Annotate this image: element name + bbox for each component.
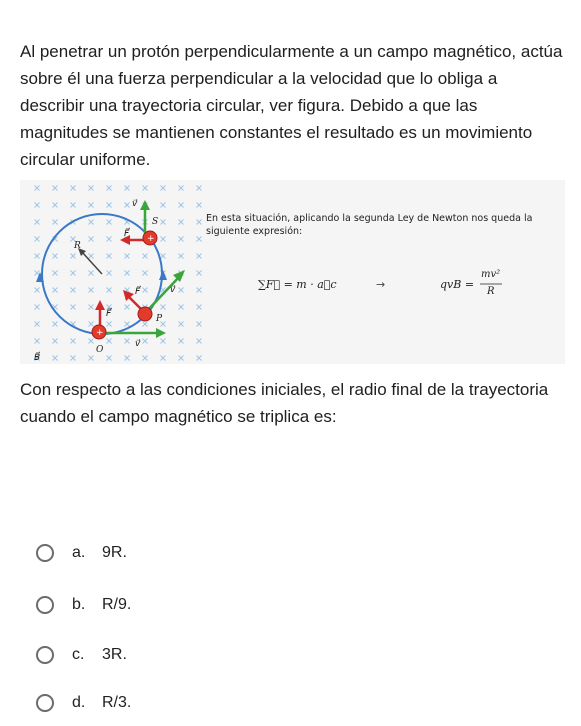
option-d[interactable] <box>36 688 131 718</box>
label-R: R <box>74 241 81 251</box>
svg-text:+: + <box>96 328 104 338</box>
equation-newton: ∑F⃗ = m · a⃗c <box>258 278 337 291</box>
label-v-top: v⃗ <box>132 199 138 209</box>
label-F-top: F⃗ <box>124 229 130 239</box>
option-c[interactable] <box>36 640 127 670</box>
label-P: P <box>156 314 163 324</box>
option-text: 3R. <box>102 646 127 663</box>
option-letter: b. <box>72 596 86 613</box>
question-card <box>2 4 579 726</box>
label-B: B⃗ <box>34 353 41 363</box>
radio-button[interactable] <box>36 544 54 562</box>
label-O: O <box>96 345 104 355</box>
option-text: R/9. <box>102 596 132 613</box>
label-v-mid: v⃗ <box>170 285 176 295</box>
label-F-mid: F⃗ <box>135 287 141 297</box>
equation-denominator: R <box>487 286 495 297</box>
intro-text: Al penetrar un protón perpendicularmente a un campo magnético, actúa sobre él una fuerza perpendicular a la velocidad que lo obliga a describir una trayectoria circular, ver figura. Debido a que las magnitudes se mantienen constantes el resultado es un movimiento circular uniforme. <box>20 42 563 169</box>
proton-mid <box>138 307 152 321</box>
equation-arrow: → <box>376 278 386 291</box>
label-F-bottom: F⃗ <box>106 309 112 319</box>
option-letter: d. <box>72 694 86 711</box>
radio-button[interactable] <box>36 596 54 614</box>
label-v-bottom: v⃗ <box>135 339 141 349</box>
radio-button[interactable] <box>36 694 54 712</box>
option-a[interactable] <box>36 538 127 568</box>
option-b[interactable] <box>36 590 131 620</box>
option-text: R/3. <box>102 694 132 711</box>
equation-lhs: qvB = <box>440 278 475 291</box>
radio-button[interactable] <box>36 646 54 664</box>
equation-numerator: mv² <box>481 269 501 280</box>
question-text: Con respecto a las condiciones iniciales, el radio final de la trayectoria cuando el campo magnético se triplica es: <box>20 380 549 426</box>
label-S: S <box>152 217 159 227</box>
physics-figure <box>20 180 565 364</box>
figure-caption: En esta situación, aplicando la segunda Ley de Newton nos queda la siguiente expresión: <box>206 213 533 237</box>
option-letter: a. <box>72 544 86 561</box>
option-text: 9R. <box>102 544 127 561</box>
trajectory-arrow-right <box>159 270 167 280</box>
svg-text:+: + <box>147 234 155 244</box>
option-letter: c. <box>72 646 85 663</box>
